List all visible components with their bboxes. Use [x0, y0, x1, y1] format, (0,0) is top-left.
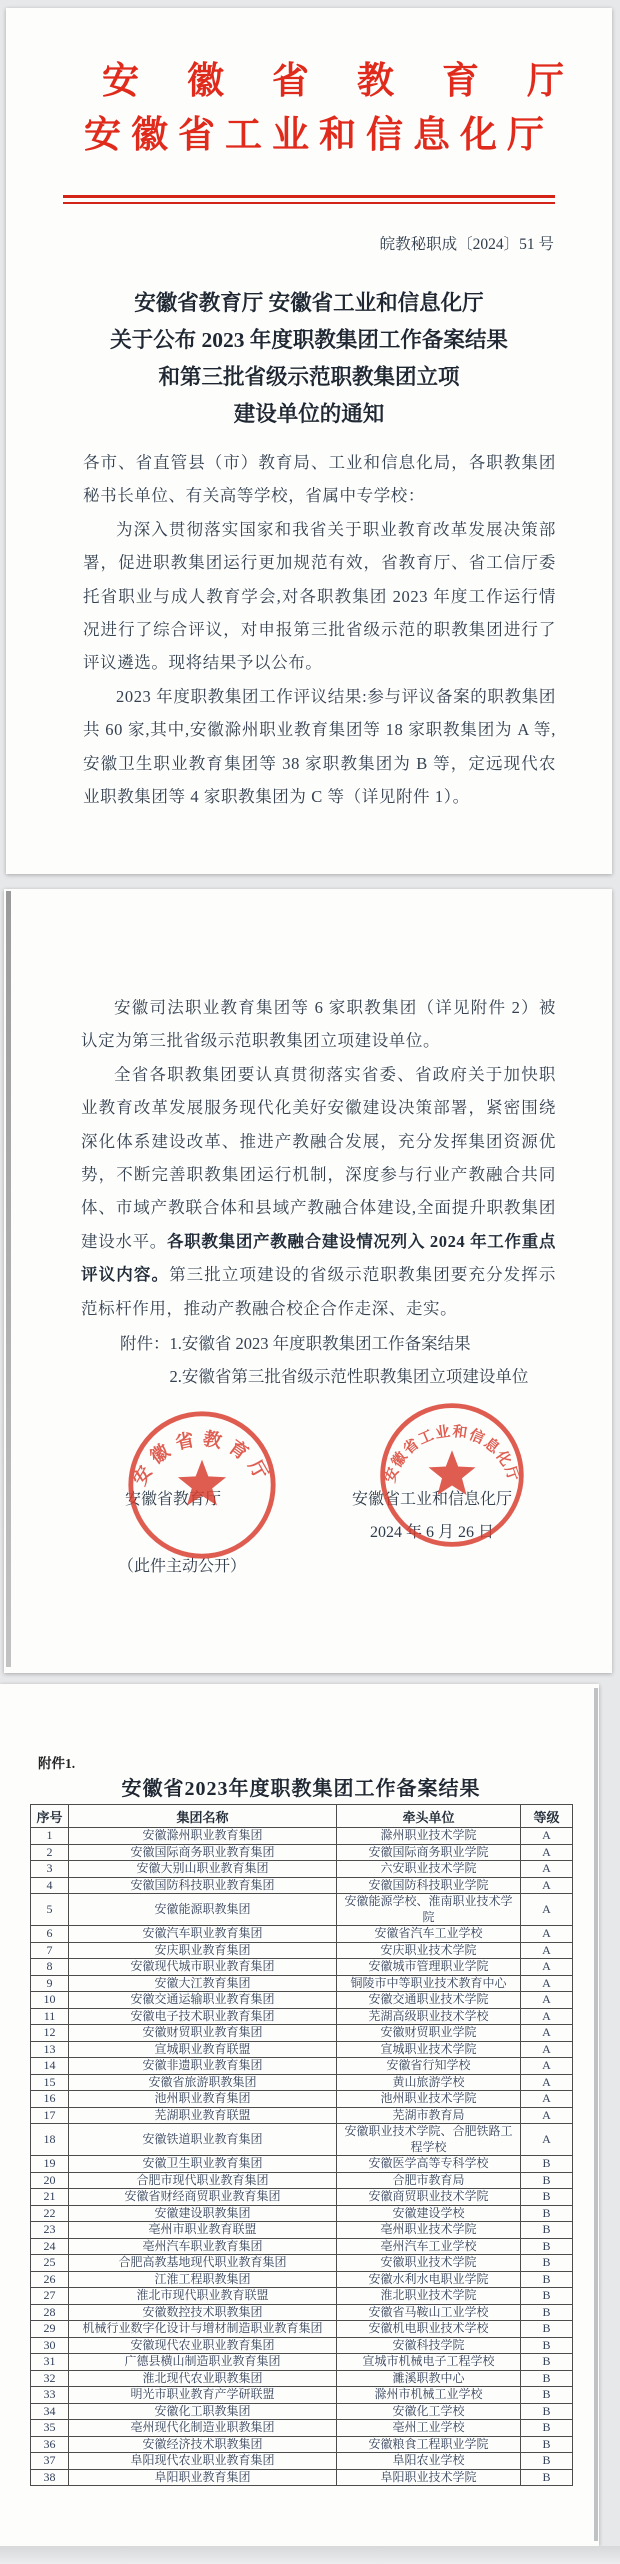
cell-grade: A: [521, 2074, 573, 2091]
cell-lead-unit: 安徽省马鞍山工业学校: [337, 2304, 521, 2321]
scan-edge-artifact: [594, 1688, 598, 2541]
table-row: [31, 2205, 573, 2222]
table-row: [31, 2074, 573, 2091]
cell-grade: A: [521, 2058, 573, 2075]
cell-lead-unit: 安徽商贸职业技术学院: [337, 2189, 521, 2206]
cell-lead-unit: 亳州职业技术学院: [337, 2222, 521, 2239]
cell-grade: A: [521, 2124, 573, 2156]
cell-index: 29: [31, 2321, 69, 2338]
table-row: [31, 1992, 573, 2009]
cell-index: 21: [31, 2189, 69, 2206]
cell-grade: B: [521, 2453, 573, 2470]
cell-group-name: 宣城职业教育联盟: [69, 2041, 337, 2058]
paragraph-1: 为深入贯彻落实国家和我省关于职业教育改革发展决策部署，促进职教集团运行更加规范有效，省教育厅、省工信厅委托省职业与成人教育学会,对各职教集团 2023 年度工作运行情况进行了综合评议，对申报第三批省级示范的职教集团进行了评议遴选。现将结果予以公布。: [83, 519, 556, 673]
cell-grade: B: [521, 2387, 573, 2404]
seal-text-education: 安徽省教育厅: [129, 1428, 275, 1490]
cell-group-name: 安徽非遗职业教育集团: [69, 2058, 337, 2075]
table-row: [31, 1844, 573, 1861]
cell-lead-unit: 安徽水利水电职业学院: [337, 2271, 521, 2288]
cell-grade: B: [521, 2354, 573, 2371]
cell-index: 14: [31, 2058, 69, 2075]
cell-index: 7: [31, 1942, 69, 1959]
cell-index: 17: [31, 2107, 69, 2124]
cell-lead-unit: 池州职业技术学院: [337, 2091, 521, 2108]
cell-lead-unit: 芜湖市教育局: [337, 2107, 521, 2124]
cell-grade: B: [521, 2238, 573, 2255]
official-seal-education: [124, 1407, 280, 1563]
cell-grade: B: [521, 2156, 573, 2173]
cell-grade: A: [521, 2008, 573, 2025]
cell-grade: B: [521, 2189, 573, 2206]
cell-lead-unit: 安徽能源学校、淮南职业技术学院: [337, 1894, 521, 1926]
cell-index: 31: [31, 2354, 69, 2371]
table-row: [31, 2107, 573, 2124]
table-row: [31, 2403, 573, 2420]
cell-index: 11: [31, 2008, 69, 2025]
paragraph-2: 2023 年度职教集团工作评议结果:参与评议备案的职教集团共 60 家,其中,安徽滁州职业教育集团等 18 家职教集团为 A 等,安徽卫生职业教育集团等 38 家职教集团为 B 等，定远现代农业职教集团等 4 家职教集团为 C 等（详见附件 1）。: [83, 686, 556, 807]
cell-index: 36: [31, 2436, 69, 2453]
cell-lead-unit: 亳州汽车工业学校: [337, 2238, 521, 2255]
cell-lead-unit: 芜湖高级职业技术学校: [337, 2008, 521, 2025]
cell-index: 23: [31, 2222, 69, 2239]
cell-group-name: 安徽省旅游职教集团: [69, 2074, 337, 2091]
title-line-1: 安徽省教育厅 安徽省工业和信息化厅: [134, 291, 484, 315]
cell-index: 28: [31, 2304, 69, 2321]
cell-group-name: 亳州汽车职业教育集团: [69, 2238, 337, 2255]
official-seal-industry: [376, 1399, 528, 1551]
cell-lead-unit: 安徽化工学校: [337, 2403, 521, 2420]
table-row: [31, 2321, 573, 2338]
cell-group-name: 安徽化工职教集团: [69, 2403, 337, 2420]
signer-education-dept: 安徽省教育厅: [125, 1491, 222, 1508]
agency-name-industry: 安徽省工业和信息化厅: [84, 115, 554, 156]
cell-group-name: 安徽滁州职业教育集团: [69, 1828, 337, 1845]
cell-lead-unit: 安徽财贸职业学院: [337, 2025, 521, 2042]
cell-group-name: 广德县横山制造职业教育集团: [69, 2354, 337, 2371]
cell-grade: A: [521, 1877, 573, 1894]
notice-page-2: [4, 889, 612, 1673]
cell-grade: B: [521, 2271, 573, 2288]
cell-grade: A: [521, 1844, 573, 1861]
cell-lead-unit: 安徽医学高等专科学校: [337, 2156, 521, 2173]
cell-index: 25: [31, 2255, 69, 2272]
cell-lead-unit: 安徽国防科技职业学院: [337, 1877, 521, 1894]
cell-group-name: 亳州市职业教育联盟: [69, 2222, 337, 2239]
cell-group-name: 安徽交通运输职业教育集团: [69, 1992, 337, 2009]
cell-index: 22: [31, 2205, 69, 2222]
cell-grade: A: [521, 1894, 573, 1926]
cell-group-name: 安徽电子技术职业教育集团: [69, 2008, 337, 2025]
cell-lead-unit: 安徽交通职业技术学院: [337, 1992, 521, 2009]
cell-group-name: 安庆职业教育集团: [69, 1942, 337, 1959]
cell-lead-unit: 六安职业技术学院: [337, 1861, 521, 1878]
cell-index: 15: [31, 2074, 69, 2091]
table-row: [31, 2172, 573, 2189]
issue-date: 2024 年 6 月 26 日: [370, 1524, 495, 1541]
salutation: 各市、省直管县（市）教育局、工业和信息化局，各职教集团秘书长单位、有关高等学校，省属中专学校：: [83, 453, 556, 506]
cell-index: 32: [31, 2370, 69, 2387]
cell-grade: B: [521, 2403, 573, 2420]
cell-group-name: 淮北市现代职业教育联盟: [69, 2288, 337, 2305]
seal-text-industry: 安徽省工业和信息化厅: [382, 1423, 522, 1485]
cell-index: 37: [31, 2453, 69, 2470]
cell-index: 33: [31, 2387, 69, 2404]
table-row: [31, 1942, 573, 1959]
cell-index: 2: [31, 1844, 69, 1861]
table-row: [31, 2436, 573, 2453]
cell-grade: A: [521, 2025, 573, 2042]
cell-index: 19: [31, 2156, 69, 2173]
attachment-page-1: [0, 1684, 599, 2546]
scan-bottom-edge: [0, 2546, 620, 2564]
cell-lead-unit: 滁州职业技术学院: [337, 1828, 521, 1845]
cell-lead-unit: 淮北职业技术学院: [337, 2288, 521, 2305]
cell-index: 4: [31, 1877, 69, 1894]
notice-page-1: [6, 8, 612, 874]
table-row: [31, 1959, 573, 1976]
cell-grade: B: [521, 2205, 573, 2222]
attachment-item-2: 2.安徽省第三批省级示范性职教集团立项建设单位: [169, 1367, 529, 1387]
cell-group-name: 合肥市现代职业教育集团: [69, 2172, 337, 2189]
title-line-4: 建设单位的通知: [233, 402, 385, 426]
title-line-3: 和第三批省级示范职教集团立项: [158, 365, 460, 389]
cell-index: 16: [31, 2091, 69, 2108]
body-text-page-2: [81, 991, 556, 1325]
table-row: [31, 2091, 573, 2108]
cell-lead-unit: 合肥市教育局: [337, 2172, 521, 2189]
document-title: [6, 285, 612, 433]
cell-lead-unit: 黄山旅游学校: [337, 2074, 521, 2091]
public-disclosure-note: （此件主动公开）: [118, 1558, 247, 1575]
cell-grade: A: [521, 1992, 573, 2009]
cell-grade: A: [521, 1926, 573, 1943]
cell-group-name: 江淮工程职教集团: [69, 2271, 337, 2288]
paragraph-4: [81, 1058, 556, 1325]
column-header-index: 序号: [31, 1805, 69, 1828]
cell-grade: A: [521, 1828, 573, 1845]
cell-lead-unit: 安徽国际商务职业学院: [337, 1844, 521, 1861]
red-divider-thin: [63, 202, 555, 204]
cell-lead-unit: 安徽粮食工程职业学院: [337, 2436, 521, 2453]
paragraph-4-normal: 全省各职教集团要认真贯彻落实省委、省政府关于加快职业教育改革发展服务现代化美好安徽建设决策部署，紧密围绕深化体系建设改革、推进产教融合发展，充分发挥集团资源优势，不断完善职教集团运行机制，深度参与行业产教融合共同体、市域产教联合体和县域产教融合体建设,全面提升职教集团建设水平。: [81, 1064, 556, 1251]
cell-index: 27: [31, 2288, 69, 2305]
table-row: [31, 2420, 573, 2437]
cell-index: 9: [31, 1975, 69, 1992]
cell-grade: B: [521, 2222, 573, 2239]
table-row: [31, 1894, 573, 1926]
cell-lead-unit: 安徽省汽车工业学校: [337, 1926, 521, 1943]
cell-grade: B: [521, 2370, 573, 2387]
cell-group-name: 亳州现代化制造业职教集团: [69, 2420, 337, 2437]
cell-grade: B: [521, 2321, 573, 2338]
attachment-label: 附件：: [120, 1334, 170, 1353]
cell-grade: A: [521, 1959, 573, 1976]
cell-lead-unit: 安徽机电职业技术学校: [337, 2321, 521, 2338]
table-row: [31, 2025, 573, 2042]
cell-index: 1: [31, 1828, 69, 1845]
cell-lead-unit: 濉溪职教中心: [337, 2370, 521, 2387]
cell-index: 6: [31, 1926, 69, 1943]
cell-index: 13: [31, 2041, 69, 2058]
cell-group-name: 阜阳职业教育集团: [69, 2469, 337, 2486]
table-row: [31, 2156, 573, 2173]
cell-group-name: 合肥高教基地现代职业教育集团: [69, 2255, 337, 2272]
cell-lead-unit: 安徽城市管理职业学院: [337, 1959, 521, 1976]
cell-lead-unit: 安徽职业技术学院: [337, 2255, 521, 2272]
table-row: [31, 2271, 573, 2288]
agency-name-education: 安徽省教育厅: [102, 61, 612, 102]
attachment-number: 附件1.: [38, 1756, 76, 1771]
table-row: [31, 1877, 573, 1894]
cell-lead-unit: 安徽职业技术学院、合肥铁路工程学校: [337, 2124, 521, 2156]
table-row: [31, 1828, 573, 1845]
cell-grade: A: [521, 1861, 573, 1878]
table-row: [31, 1926, 573, 1943]
cell-grade: B: [521, 2469, 573, 2486]
title-line-2: 关于公布 2023 年度职教集团工作备案结果: [110, 328, 508, 352]
cell-lead-unit: 宣城市机械电子工程学校: [337, 2354, 521, 2371]
cell-group-name: 安徽数控技术职教集团: [69, 2304, 337, 2321]
table-row: [31, 2337, 573, 2354]
cell-grade: B: [521, 2255, 573, 2272]
cell-group-name: 池州职业教育集团: [69, 2091, 337, 2108]
cell-lead-unit: 滁州市机械工业学校: [337, 2387, 521, 2404]
cell-group-name: 安徽汽车职业教育集团: [69, 1926, 337, 1943]
cell-index: 18: [31, 2124, 69, 2156]
cell-index: 10: [31, 1992, 69, 2009]
scan-edge-artifact: [6, 891, 11, 1667]
cell-lead-unit: 阜阳职业技术学院: [337, 2469, 521, 2486]
cell-lead-unit: 宣城职业技术学院: [337, 2041, 521, 2058]
table-row: [31, 2041, 573, 2058]
cell-group-name: 安徽国防科技职业教育集团: [69, 1877, 337, 1894]
cell-grade: A: [521, 1942, 573, 1959]
cell-index: 20: [31, 2172, 69, 2189]
table-row: [31, 2189, 573, 2206]
cell-index: 34: [31, 2403, 69, 2420]
table-row: [31, 1975, 573, 1992]
cell-group-name: 安徽国际商务职业教育集团: [69, 1844, 337, 1861]
paragraph-3: 安徽司法职业教育集团等 6 家职教集团（详见附件 2）被认定为第三批省级示范职教集团立项建设单位。: [81, 998, 556, 1051]
cell-grade: B: [521, 2420, 573, 2437]
cell-grade: A: [521, 2091, 573, 2108]
cell-index: 3: [31, 1861, 69, 1878]
cell-grade: B: [521, 2172, 573, 2189]
cell-lead-unit: 安徽科技学院: [337, 2337, 521, 2354]
seal-star-icon: [178, 1460, 226, 1506]
attachment-item-1: 1.安徽省 2023 年度职教集团工作备案结果: [169, 1334, 471, 1353]
body-text-page-1: [83, 446, 556, 813]
cell-lead-unit: 安徽省行知学校: [337, 2058, 521, 2075]
cell-index: 26: [31, 2271, 69, 2288]
table-header-row: [31, 1805, 573, 1828]
document-number: 皖教秘职成〔2024〕51 号: [379, 236, 554, 253]
table-row: [31, 2058, 573, 2075]
cell-lead-unit: 安庆职业技术学院: [337, 1942, 521, 1959]
cell-index: 30: [31, 2337, 69, 2354]
cell-group-name: 明光市职业教育产学研联盟: [69, 2387, 337, 2404]
cell-group-name: 安徽现代城市职业教育集团: [69, 1959, 337, 1976]
cell-grade: A: [521, 2041, 573, 2058]
table-row: [31, 2387, 573, 2404]
column-header-group-name: 集团名称: [69, 1805, 337, 1828]
cell-group-name: 安徽卫生职业教育集团: [69, 2156, 337, 2173]
cell-grade: A: [521, 1975, 573, 1992]
table-row: [31, 1861, 573, 1878]
column-header-grade: 等级: [521, 1805, 573, 1828]
seal-star-icon: [429, 1450, 476, 1495]
cell-group-name: 安徽大别山职业教育集团: [69, 1861, 337, 1878]
table-row: [31, 2370, 573, 2387]
cell-group-name: 机械行业数字化设计与增材制造职业教育集团: [69, 2321, 337, 2338]
cell-group-name: 安徽现代农业职业教育集团: [69, 2337, 337, 2354]
table-row: [31, 2238, 573, 2255]
cell-index: 5: [31, 1894, 69, 1926]
table-row: [31, 2008, 573, 2025]
cell-index: 24: [31, 2238, 69, 2255]
red-divider-thick: [63, 195, 555, 198]
cell-group-name: 安徽大江教育集团: [69, 1975, 337, 1992]
cell-group-name: 淮北现代农业职教集团: [69, 2370, 337, 2387]
cell-group-name: 安徽财贸职业教育集团: [69, 2025, 337, 2042]
column-header-lead-unit: 牵头单位: [337, 1805, 521, 1828]
table-row: [31, 2255, 573, 2272]
cell-index: 38: [31, 2469, 69, 2486]
cell-lead-unit: 阜阳农业学校: [337, 2453, 521, 2470]
table-row: [31, 2222, 573, 2239]
signer-industry-dept: 安徽省工业和信息化厅: [352, 1491, 513, 1508]
paragraph-4-tail: 第三批立项建设的省级示范职教集团要充分发挥示范标杆作用，推动产教融合校企合作走深、走实。: [81, 1265, 557, 1318]
cell-group-name: 安徽省财经商贸职业教育集团: [69, 2189, 337, 2206]
cell-group-name: 芜湖职业教育联盟: [69, 2107, 337, 2124]
cell-group-name: 安徽能源职教集团: [69, 1894, 337, 1926]
emphasis-sentence: 各职教集团产教融合建设情况列入 2024 年工作重点评议内容。: [81, 1231, 556, 1285]
cell-group-name: 安徽建设职教集团: [69, 2205, 337, 2222]
cell-group-name: 阜阳现代农业职业教育集团: [69, 2453, 337, 2470]
table-row: [31, 2453, 573, 2470]
cell-grade: A: [521, 2107, 573, 2124]
cell-grade: B: [521, 2337, 573, 2354]
cell-grade: B: [521, 2304, 573, 2321]
cell-grade: B: [521, 2288, 573, 2305]
cell-grade: B: [521, 2436, 573, 2453]
table-row: [31, 2288, 573, 2305]
results-table: [30, 1804, 573, 2486]
cell-index: 12: [31, 2025, 69, 2042]
cell-lead-unit: 铜陵市中等职业技术教育中心: [337, 1975, 521, 1992]
results-table-title: 安徽省2023年度职教集团工作备案结果: [121, 1778, 481, 1800]
cell-index: 35: [31, 2420, 69, 2437]
cell-index: 8: [31, 1959, 69, 1976]
attachment-list: [120, 1327, 528, 1394]
cell-group-name: 安徽经济技术职教集团: [69, 2436, 337, 2453]
table-row: [31, 2354, 573, 2371]
table-row: [31, 2469, 573, 2486]
cell-lead-unit: 安徽建设学校: [337, 2205, 521, 2222]
table-row: [31, 2124, 573, 2156]
cell-group-name: 安徽铁道职业教育集团: [69, 2124, 337, 2156]
table-row: [31, 2304, 573, 2321]
cell-lead-unit: 亳州工业学校: [337, 2420, 521, 2437]
